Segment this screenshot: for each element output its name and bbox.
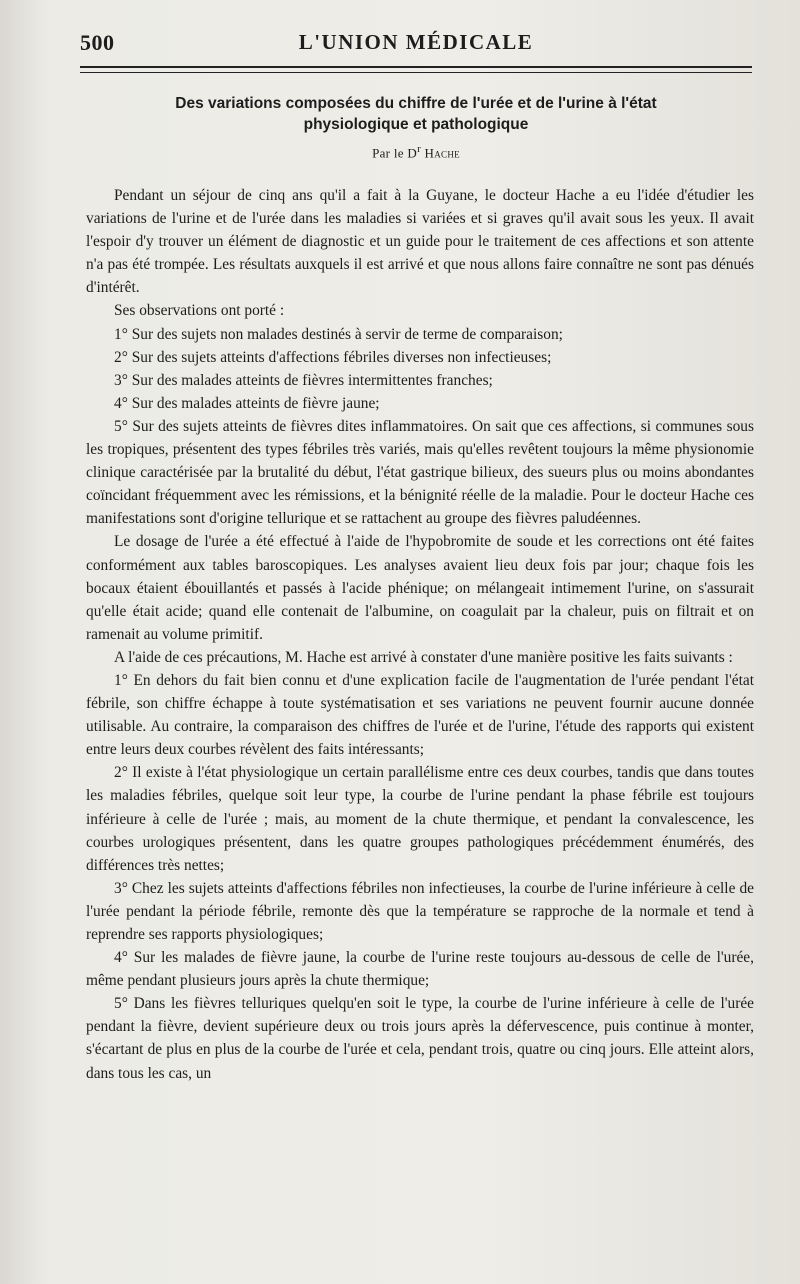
paragraph-observations-lead: Ses observations ont porté : — [114, 302, 285, 320]
header-rule-thick — [80, 66, 752, 68]
article-author — [80, 143, 752, 161]
observation-item-1: 1° Sur des sujets non malades destinés à servir de terme de comparaison; — [114, 325, 563, 343]
page-number: 500 — [80, 30, 115, 55]
paragraph-findings-lead: A l'aide de ces précautions, M. Hache est arrivé à constater d'une manière positive les faits suivants : — [114, 648, 733, 666]
article-title — [80, 93, 752, 135]
finding-item-5: 5° Dans les fièvres telluriques quelqu'en soit le type, la courbe de l'urine inférieure à celle de l'urée pendant la fièvre, devient supérieure deux ou trois jours après la défervescence, puis continue à monter, s'écartant de plus en plus de la courbe de l'urée et cela, pendant trois, quatre ou cinq jours. Elle atteint alors, dans tous les cas, un — [86, 995, 754, 1082]
author-name: Hache — [424, 145, 460, 161]
observation-item-3: 3° Sur des malades atteints de fièvres intermittentes franches; — [114, 371, 493, 389]
finding-item-2: 2° Il existe à l'état physiologique un certain parallélisme entre ces deux courbes, tandis que dans toutes les maladies fébriles, quelque soit leur type, la courbe de l'urine pendant la phase fébrile est toujours inférieure à celle de l'urée ; mais, au moment de la chute thermique, et pendant la convalescence, les courbes urologiques présentent, dans les quatre groupes pathologiques précédemment énumérés, des différences très nettes; — [86, 764, 754, 874]
observation-item-4: 4° Sur des malades atteints de fièvre jaune; — [114, 394, 380, 412]
header-rule-thin — [80, 72, 752, 73]
finding-item-3: 3° Chez les sujets atteints d'affections fébriles non infectieuses, la courbe de l'urine inférieure à celle de l'urée pendant la période fébrile, remonte dès que la température se rapproche de la normale et tend à reprendre ses rapports physiologiques; — [86, 879, 754, 943]
author-prefix: Par le D — [372, 145, 418, 161]
article-body — [86, 184, 754, 1085]
paragraph-method: Le dosage de l'urée a été effectué à l'aide de l'hypobromite de soude et les corrections ont été faites conformément aux tables baroscopiques. Les analyses avaient lieu deux fois par jour; chaque fois les bocaux étaient ébouillantés et passés à l'acide phénique; on mélangeait intimement l'urine, on s'assurait qu'elle était acide; quand elle contenait de l'albumine, on coagulait par la chaleur, puis on filtrait et on ramenait au volume primitif. — [86, 533, 754, 643]
observation-item-5: 5° Sur des sujets atteints de fièvres dites inflammatoires. On sait que ces affections, si communes sous les tropiques, présentent des types fébriles très variés, mais qu'elles revêtent toujours la même physionomie clinique caractérisée par la brutalité du début, l'état gastrique bilieux, des sueurs plus ou moins abondantes coïncidant fréquemment avec les rémissions, et la bénignité réelle de la maladie. Pour le docteur Hache ces manifestations sont d'origine tellurique et se rattachent au groupe des fièvres paludéennes. — [86, 417, 754, 528]
running-title: L'UNION MÉDICALE — [298, 30, 534, 54]
article-heading — [80, 93, 752, 161]
article-title-line-1: Des variations composées du chiffre de l'urée et de l'urine à l'état — [175, 95, 657, 112]
article-title-line-2: physiologique et pathologique — [303, 116, 529, 133]
page-header — [80, 28, 752, 62]
observation-item-2: 2° Sur des sujets atteints d'affections fébriles diverses non infectieuses; — [114, 348, 552, 366]
paragraph-intro: Pendant un séjour de cinq ans qu'il a fait à la Guyane, le docteur Hache a eu l'idée d'étudier les variations de l'urine et de l'urée dans les maladies si variées et si graves qu'il avait sous les yeux. Il avait l'espoir d'y trouver un élément de diagnostic et un guide pour le traitement de ces affections et son attente n'a pas été trompée. Les résultats auxquels il est arrivé et que nous allons faire connaître ne sont pas dénués d'intérêt. — [86, 187, 754, 297]
finding-item-1: 1° En dehors du fait bien connu et d'une explication facile de l'augmentation de l'urée pendant l'état fébrile, son chiffre échappe à toute systématisation et ses variations ne peuvent fournir aucune donnée utilisable. Au contraire, la comparaison des chiffres de l'urée et de l'urine, l'étude des rapports qui existent entre leurs deux courbes révèlent des faits intéressants; — [86, 671, 754, 759]
author-prefix-sup: r — [417, 143, 421, 155]
finding-item-4: 4° Sur les malades de fièvre jaune, la courbe de l'urine reste toujours au-dessous de celle de l'urée, même pendant plusieurs jours après la chute thermique; — [86, 949, 754, 990]
